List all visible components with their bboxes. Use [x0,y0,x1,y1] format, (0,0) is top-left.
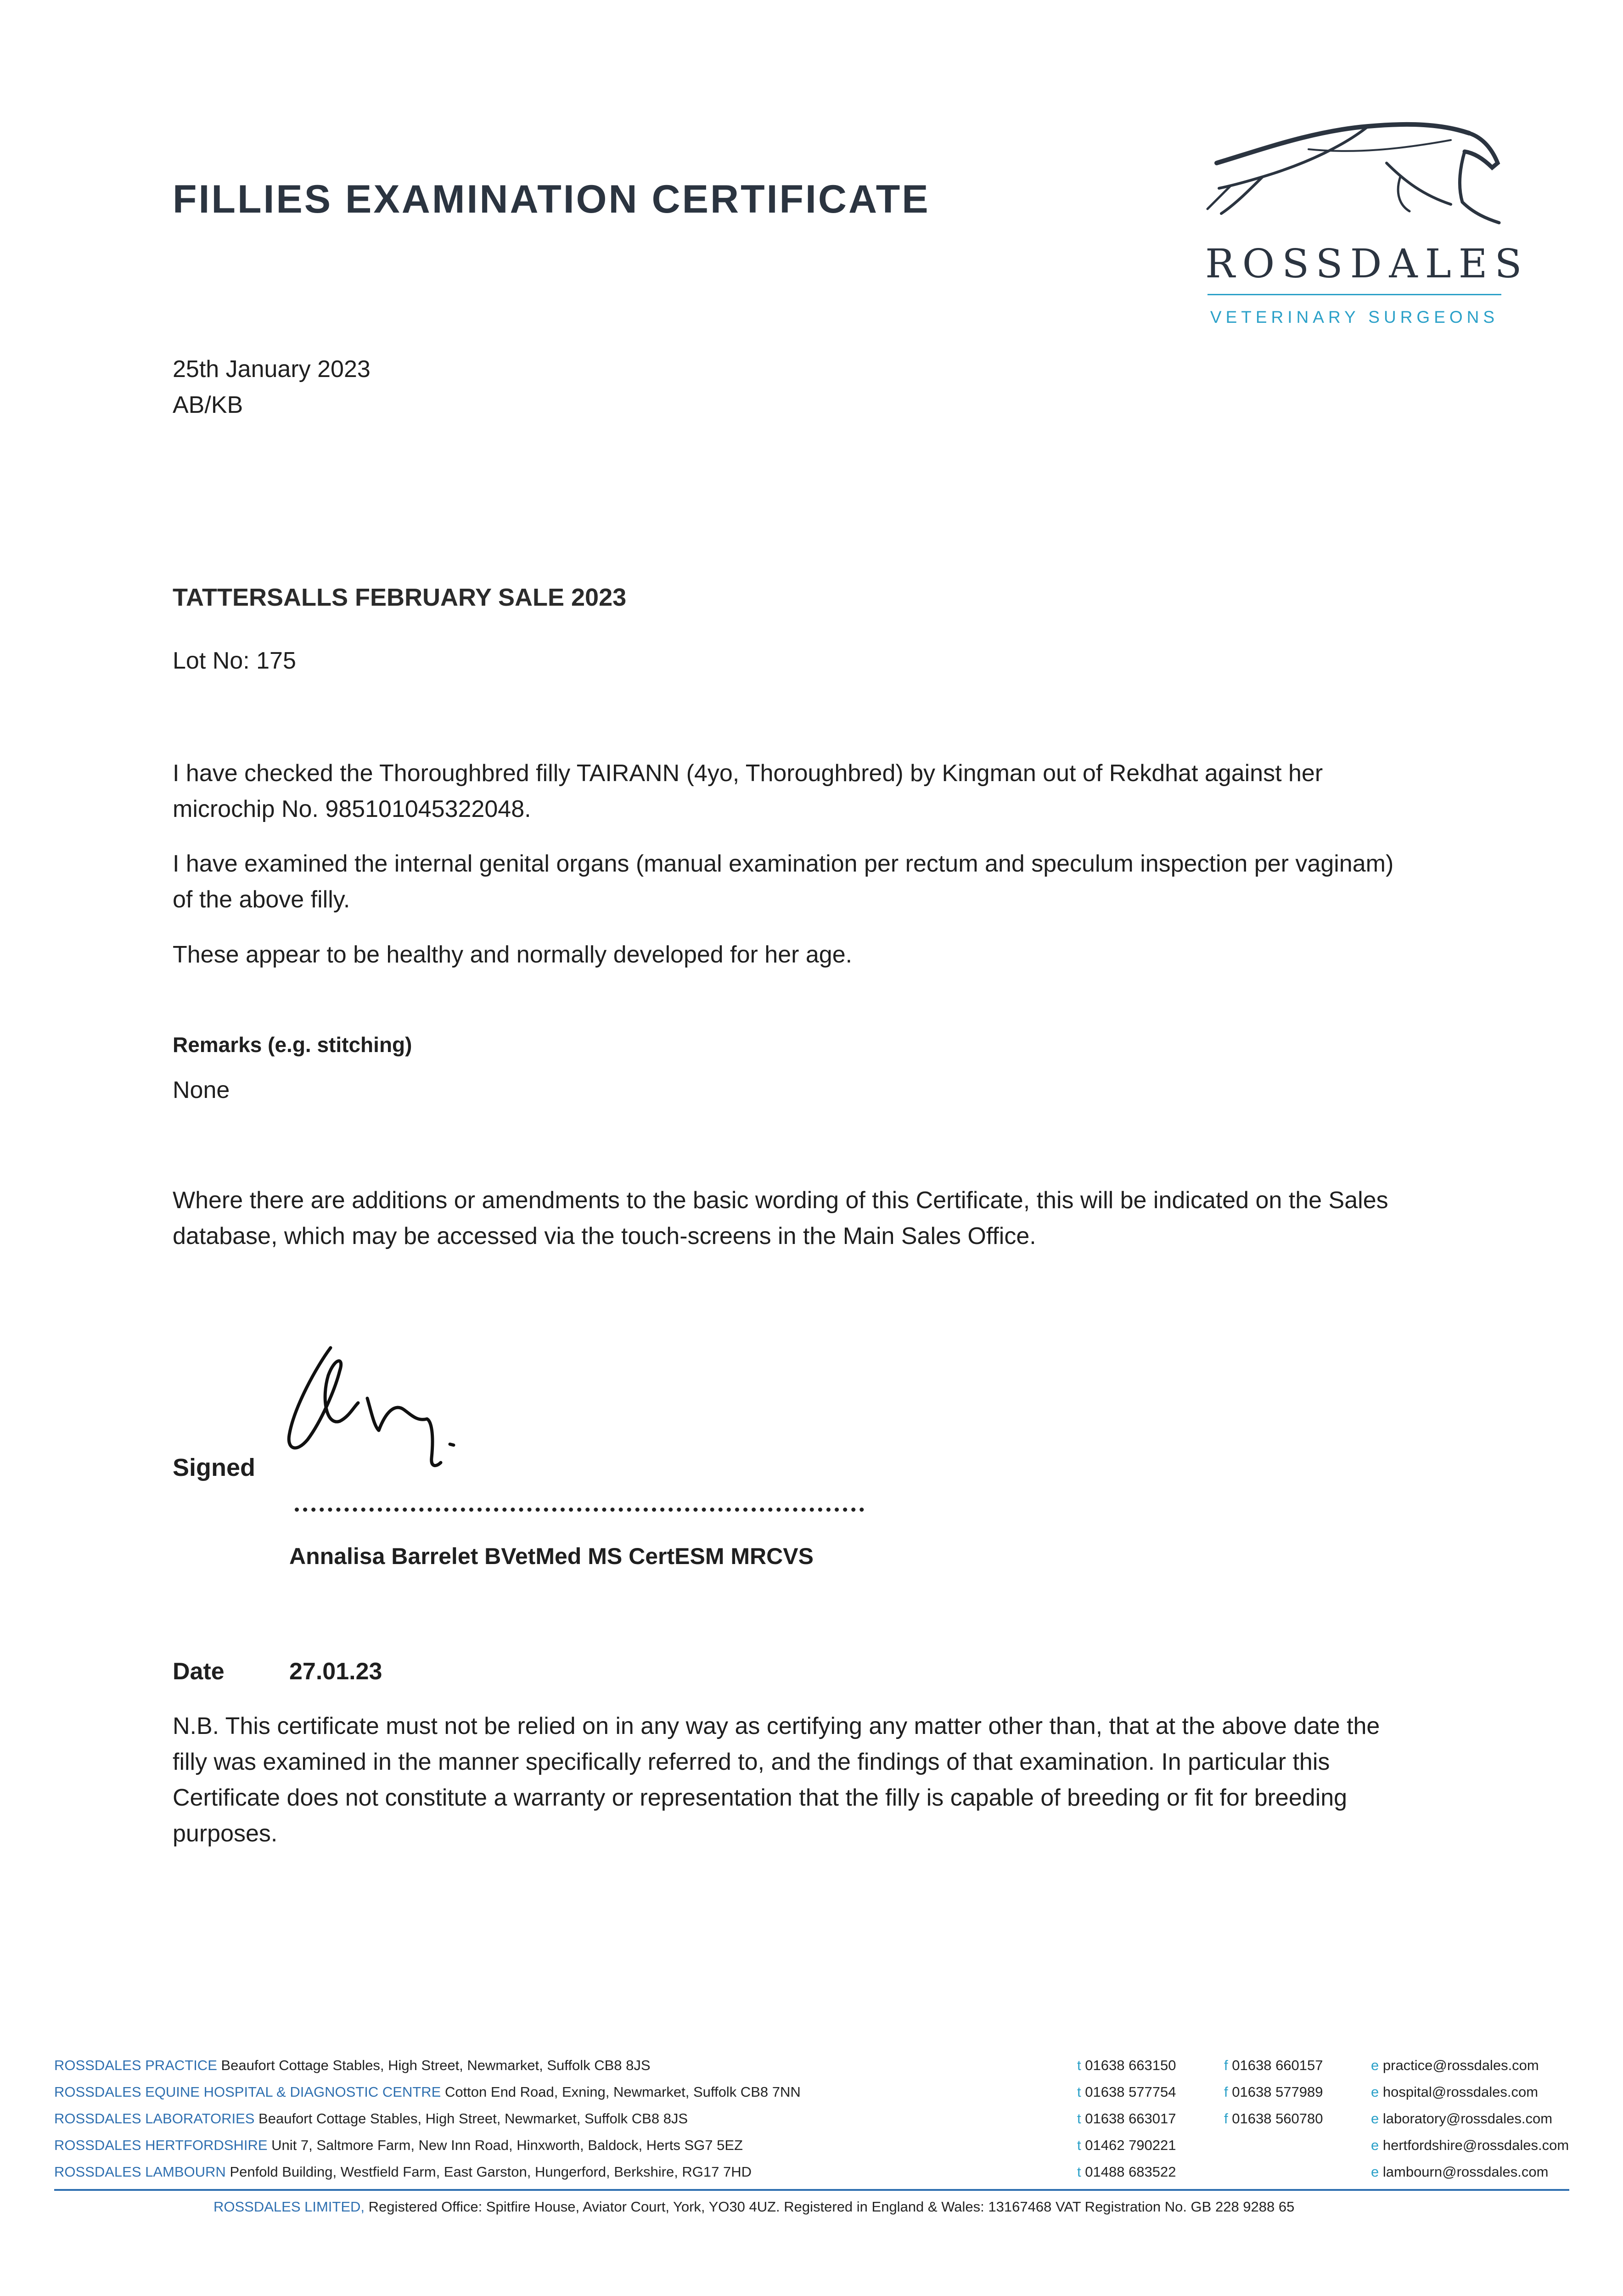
footer-org-name: ROSSDALES LABORATORIES [54,2110,255,2127]
footer-org-name: ROSSDALES EQUINE HOSPITAL & DIAGNOSTIC CENTRE [54,2084,441,2100]
footer-email[interactable]: hospital@rossdales.com [1382,2084,1539,2100]
signature-line [295,1508,864,1512]
logo-divider [1207,294,1501,295]
footer-divider [54,2189,1569,2191]
footer-address: Unit 7, Saltmore Farm, New Inn Road, Hinxworth, Baldock, Herts SG7 5EZ [267,2137,743,2153]
fax-key: f [1224,2110,1228,2127]
footer-fax: 01638 660157 [1232,2057,1323,2073]
remarks-heading: Remarks (e.g. stitching) [173,1033,412,1057]
footer-org-name: ROSSDALES PRACTICE [54,2057,217,2073]
footer-email[interactable]: hertfordshire@rossdales.com [1382,2137,1569,2153]
signed-label: Signed [173,1454,256,1481]
footer-org-name: ROSSDALES HERTFORDSHIRE [54,2137,268,2153]
footer-email[interactable]: laboratory@rossdales.com [1382,2110,1553,2127]
footer-row [54,2110,1551,2137]
disclaimer-paragraph: N.B. This certificate must not be relied on in any way as certifying any matter other than, that at the above date the filly was examined in the manner specifically referred to, and the findings of that examination. In particular this Certificate does not constitute a warranty or representation that the filly is capable of breeding or fit for breeding purposes. [173,1713,1380,1847]
tel-key: t [1077,2137,1081,2153]
identification-paragraph: I have checked the Thoroughbred filly TAIRANN (4yo, Thoroughbred) by Kingman out of Rekdhat against her microchip No. 985101045322048. [173,760,1323,822]
date-label: Date [173,1658,225,1685]
fax-key: f [1224,2057,1228,2073]
email-key: e [1371,2164,1379,2180]
fax-key: f [1224,2084,1228,2100]
tel-key: t [1077,2164,1081,2180]
letter-date: 25th January 2023 [173,356,371,383]
footer-email[interactable]: lambourn@rossdales.com [1382,2164,1549,2180]
lot-number: Lot No: 175 [173,647,296,674]
footer-tel: 01462 790221 [1085,2137,1176,2153]
logo-wordmark: ROSSDALES [1205,241,1529,287]
footer-address: Beaufort Cottage Stables, High Street, Newmarket, Suffolk CB8 8JS [254,2110,688,2127]
footer-row [54,2137,1569,2164]
remarks-value: None [173,1077,230,1103]
footer-tel: 01638 663150 [1085,2057,1176,2073]
email-key: e [1371,2137,1379,2153]
tel-key: t [1077,2057,1081,2073]
signer-name: Annalisa Barrelet BVetMed MS CertESM MRCVS [289,1543,814,1569]
date-value: 27.01.23 [289,1658,382,1685]
footer-address: Beaufort Cottage Stables, High Street, Newmarket, Suffolk CB8 8JS [217,2057,651,2073]
footer-address: Penfold Building, Westfield Farm, East Garston, Hungerford, Berkshire, RG17 7HD [225,2164,752,2180]
footer-fax: 01638 577989 [1232,2084,1323,2100]
certificate-title: FILLIES EXAMINATION CERTIFICATE [173,177,930,221]
email-key: e [1371,2084,1379,2100]
amendments-paragraph: Where there are additions or amendments to the basic wording of this Certificate, this will be indicated on the Sales database, which may be accessed via the touch-screens in the Main Sales Office. [173,1187,1388,1249]
reference-code: AB/KB [173,392,243,418]
footer-row [54,2084,1551,2110]
footer-address: Cotton End Road, Exning, Newmarket, Suffolk CB8 7NN [441,2084,801,2100]
footer-row [54,2057,1551,2084]
email-key: e [1371,2057,1379,2073]
footer-email[interactable]: practice@rossdales.com [1382,2057,1539,2073]
registered-office [213,2199,1294,2215]
company-name: ROSSDALES LIMITED, [213,2199,365,2215]
footer-org-name: ROSSDALES LAMBOURN [54,2164,226,2180]
email-key: e [1371,2110,1379,2127]
footer-tel: 01638 663017 [1085,2110,1176,2127]
tel-key: t [1077,2110,1081,2127]
sale-title: TATTERSALLS FEBRUARY SALE 2023 [173,584,627,611]
horse-logo-icon [1194,99,1529,338]
footer-tel: 01638 577754 [1085,2084,1176,2100]
footer-fax: 01638 560780 [1232,2110,1323,2127]
tel-key: t [1077,2084,1081,2100]
logo-subtitle: VETERINARY SURGEONS [1210,308,1499,326]
footer-row [54,2164,1551,2190]
registered-office-text: Registered Office: Spitfire House, Aviator Court, York, YO30 4UZ. Registered in England & Wales: 13167468 VAT Registration No. GB 228 9288 65 [365,2199,1295,2215]
handwritten-signature [275,1329,514,1476]
footer-tel: 01488 683522 [1085,2164,1176,2180]
findings-paragraph: These appear to be healthy and normally developed for her age. [173,941,853,968]
examination-paragraph: I have examined the internal genital organs (manual examination per rectum and speculum inspection per vaginam) of the above filly. [173,850,1394,913]
